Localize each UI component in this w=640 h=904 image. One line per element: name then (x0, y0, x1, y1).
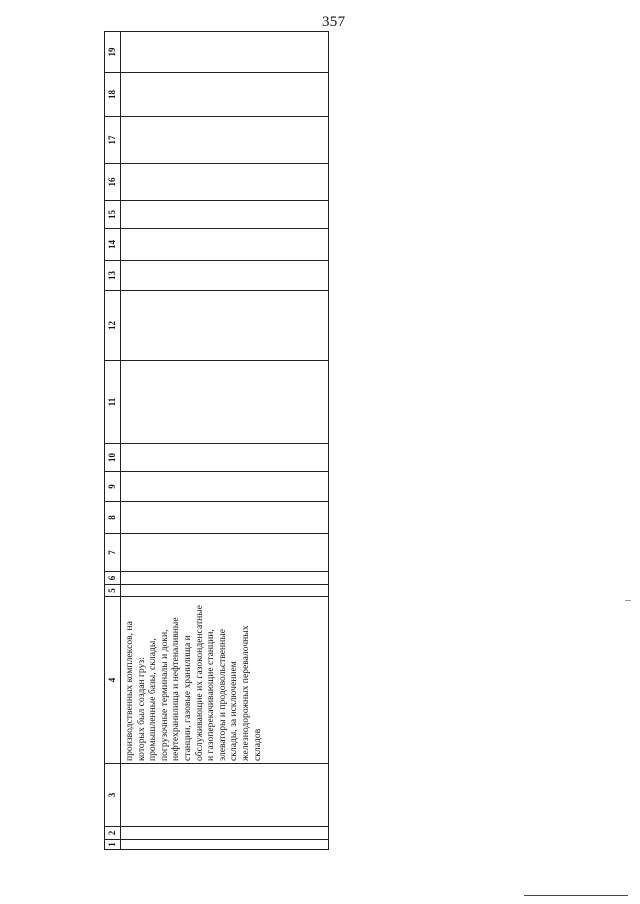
cell-col-13 (121, 261, 329, 291)
col-header-18: 18 (105, 73, 121, 117)
scan-edge-mark (625, 600, 631, 601)
table-row (121, 32, 329, 850)
cell-col-15 (121, 201, 329, 229)
cell-col-4-description: производственных комплексов, на которых был создан груз: промышленные базы, склады, погрузочные терминалы и доки, нефтехранилища и нефтеналивные станции, газовые хранилища и обслуживающие их газоконденсатные и газоперекачивающие станции, элеваторы и продовольственные склады, за исключением железнодорожных перевалочных складов (121, 597, 329, 764)
col-header-9: 9 (105, 472, 121, 502)
cell-col-12 (121, 291, 329, 361)
rotated-table-container (104, 47, 324, 850)
col-header-4: 4 (105, 597, 121, 764)
page-number: 357 (322, 14, 346, 30)
continuation-table (104, 31, 329, 850)
col-header-19: 19 (105, 32, 121, 73)
col-header-13: 13 (105, 261, 121, 291)
cell-col-11 (121, 361, 329, 444)
col-header-17: 17 (105, 117, 121, 164)
col-header-14: 14 (105, 229, 121, 261)
cell-col-1 (121, 840, 329, 850)
col-header-15: 15 (105, 201, 121, 229)
col-header-11: 11 (105, 361, 121, 444)
cell-col-3 (121, 764, 329, 827)
header-row (105, 32, 121, 850)
col-header-16: 16 (105, 164, 121, 201)
footer-divider-line (524, 895, 628, 896)
col-header-7: 7 (105, 534, 121, 572)
col-header-6: 6 (105, 572, 121, 585)
cell-col-9 (121, 472, 329, 502)
cell-col-5 (121, 585, 329, 597)
col-header-10: 10 (105, 444, 121, 472)
cell-col-18 (121, 73, 329, 117)
col-header-12: 12 (105, 291, 121, 361)
col-header-3: 3 (105, 764, 121, 827)
cell-col-7 (121, 534, 329, 572)
cell-col-14 (121, 229, 329, 261)
cell-col-16 (121, 164, 329, 201)
col-header-8: 8 (105, 502, 121, 534)
col-header-1: 1 (105, 840, 121, 850)
cell-col-17 (121, 117, 329, 164)
col-header-5: 5 (105, 585, 121, 597)
cell-col-10 (121, 444, 329, 472)
col-header-2: 2 (105, 827, 121, 840)
cell-col-19 (121, 32, 329, 73)
cell-col-6 (121, 572, 329, 585)
cell-col-2 (121, 827, 329, 840)
cell-col-8 (121, 502, 329, 534)
